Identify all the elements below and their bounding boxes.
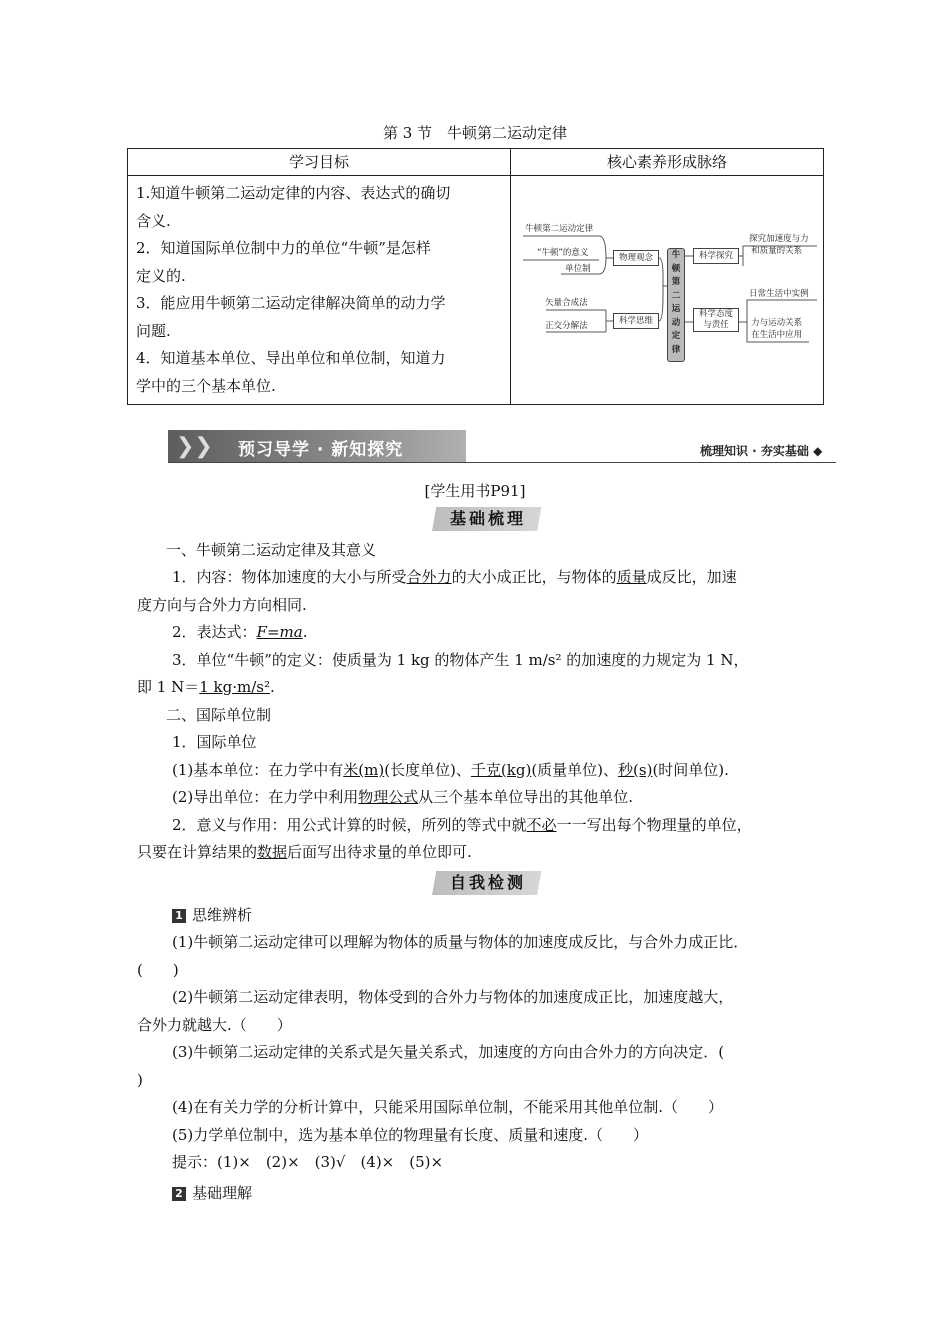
mm-left5: 正交分解法 (545, 321, 588, 331)
question: (5)力学单位制中，选为基本单位的物理量有长度、质量和速度.（ ） (172, 1126, 649, 1144)
goal-line: 2．知道国际单位制中力的单位“牛顿”是怎样 (136, 239, 431, 257)
paragraph: 度方向与合外力方向相同. (137, 596, 307, 614)
paragraph: 1．国际单位 (172, 733, 257, 751)
hint: 提示：(1)× (2)× (3)√ (4)× (5)× (172, 1153, 444, 1171)
mm-right1: 科学探究 (693, 248, 739, 264)
goal-line: 4．知道基本单位、导出单位和单位制，知道力 (136, 349, 446, 367)
goal-line: 1.知道牛顿第二运动定律的内容、表达式的确切 (136, 184, 451, 202)
paragraph: 2．意义与作用：用公式计算的时候，所列的等式中就不必一一写出每个物理量的单位， (172, 816, 752, 834)
goal-line: 学中的三个基本单位. (136, 376, 276, 395)
mm-mid1: 物理观念 (613, 250, 659, 266)
question: (3)牛顿第二运动定律的关系式是矢量关系式，加速度的方向由合外力的方向决定．( (172, 1043, 725, 1061)
paragraph: 3．单位“牛顿”的定义：使质量为 1 kg 的物体产生 1 m/s² 的加速度的力规定为 1 N， (172, 651, 749, 669)
paragraph: (2)导出单位：在力学中利用物理公式从三个基本单位导出的其他单位. (172, 788, 634, 806)
subheading-2: 2 基础理解 (172, 1183, 252, 1203)
mm-far1a: 探究加速度与力 (749, 234, 809, 244)
number-badge: 2 (172, 1187, 186, 1201)
goal-line: 定义的. (136, 266, 186, 285)
banner-text: 预习导学 · 新知探究 (238, 440, 404, 460)
question-bracket: ( ) (137, 961, 179, 979)
subheading-1: 1 思维辨析 (172, 905, 252, 925)
divider (168, 462, 836, 463)
section-heading-selfcheck: 自我检测 (426, 871, 550, 895)
mm-left1: 牛顿第二运动定律 (525, 224, 594, 234)
book-reference: [学生用书P91] (424, 482, 526, 500)
question: (2)牛顿第二运动定律表明，物体受到的合外力与物体的加速度成正比，加速度越大， (172, 988, 734, 1006)
paragraph: 即 1 N＝1 kg·m/s². (137, 678, 275, 696)
mm-left4: 矢量合成法 (545, 298, 588, 308)
heading-2: 二、国际单位制 (166, 706, 272, 724)
mm-left3: 单位制 (565, 264, 591, 274)
mm-left2: “牛顿”的意义 (537, 248, 589, 258)
mm-mid2: 科学思维 (613, 313, 659, 329)
goals-cell (128, 176, 511, 405)
diamond-icon: ◆ (813, 444, 823, 458)
banner-note: 梳理知识 · 夯实基础 ◆ (700, 444, 823, 458)
chevron-right-icon: ❯❯ (176, 434, 213, 459)
question-bracket: ) (137, 1071, 143, 1089)
goals-header: 学习目标 (128, 149, 511, 176)
question: 合外力就越大.（ ） (137, 1016, 292, 1034)
goals-table (127, 148, 824, 405)
mindmap (511, 176, 824, 405)
heading-1: 一、牛顿第二运动定律及其意义 (166, 541, 377, 559)
goal-line: 3．能应用牛顿第二运动定律解决简单的动力学 (136, 294, 446, 312)
paragraph: (1)基本单位：在力学中有米(m)(长度单位)、千克(kg)(质量单位)、秒(s)(时间单位). (172, 761, 729, 779)
paragraph: 1．内容：物体加速度的大小与所受合外力的大小成正比，与物体的质量成反比，加速 (172, 568, 737, 586)
question: (4)在有关力学的分析计算中，只能采用国际单位制，不能采用其他单位制.（ ） (172, 1098, 724, 1116)
mm-center: 牛 顿 第 二 运 动 定 律 (667, 248, 685, 362)
number-badge: 1 (172, 909, 186, 923)
goal-line: 含义. (136, 211, 171, 230)
map-header: 核心素养形成脉络 (511, 149, 824, 176)
section-banner (168, 430, 466, 463)
goal-line: 问题. (136, 321, 171, 340)
mm-right2: 科学态度 与责任 (693, 308, 739, 332)
mm-far3a: 力与运动关系 (751, 318, 803, 328)
mm-far1b: 和质量的关系 (751, 246, 803, 256)
question: (1)牛顿第二运动定律可以理解为物体的质量与物体的加速度成反比，与合外力成正比． (172, 933, 749, 951)
paragraph: 2．表达式：F=ma. (172, 623, 308, 641)
page-title: 第 3 节 牛顿第二运动定律 (382, 124, 568, 142)
paragraph: 只要在计算结果的数据后面写出待求量的单位即可. (137, 843, 472, 861)
mm-far2: 日常生活中实例 (749, 289, 809, 299)
section-heading-basics: 基础梳理 (426, 507, 550, 531)
mm-far3b: 在生活中应用 (751, 330, 803, 340)
